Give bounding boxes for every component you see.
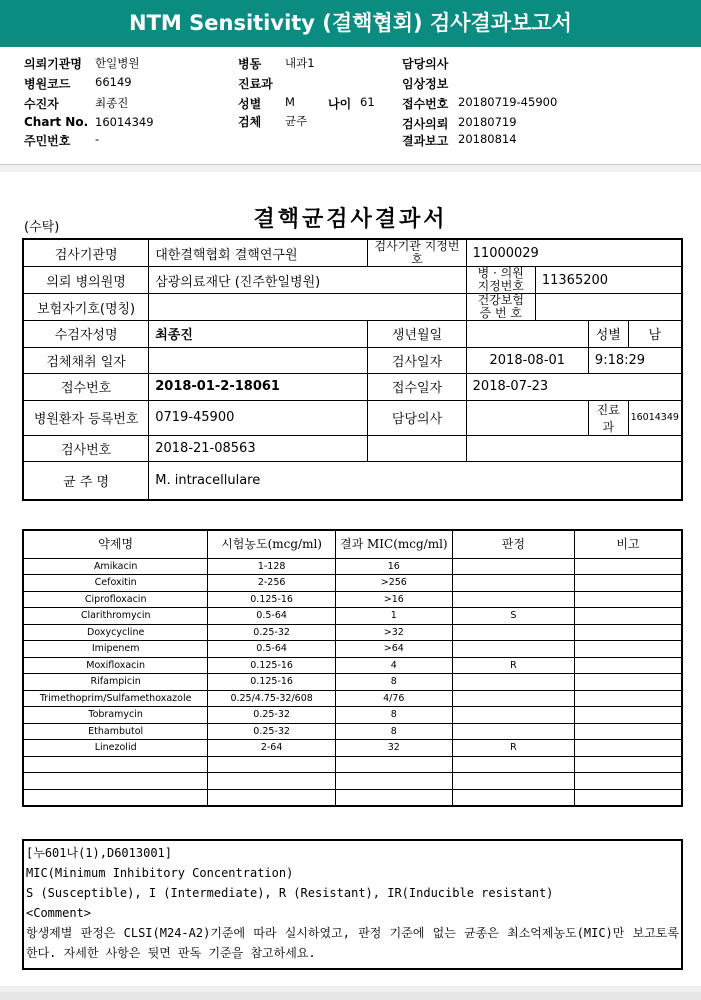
table-cell: 0.25/4.75-32/608 — [208, 690, 336, 707]
registration-value: 0719-45900 — [149, 400, 368, 435]
table-cell — [208, 789, 336, 806]
table-cell — [335, 789, 452, 806]
info-label: 병원코드 — [24, 77, 71, 91]
table-cell: 1 — [335, 608, 452, 625]
info-label: 의뢰기관명 — [24, 57, 82, 71]
test-time-value: 9:18:29 — [588, 347, 682, 374]
table-cell — [452, 773, 574, 790]
health-no-label: 건강보험 증 번 호 — [466, 294, 535, 321]
table-cell — [575, 789, 682, 806]
table-cell — [575, 624, 682, 641]
table-cell: 8 — [335, 707, 452, 724]
report-title: 결핵균검사결과서 — [253, 206, 448, 232]
insurer-label: 보험자기호(명칭) — [23, 294, 149, 321]
table-cell: >256 — [335, 575, 452, 592]
patient-value: 최종진 — [149, 321, 368, 348]
table-cell — [452, 624, 574, 641]
drug-table-body — [23, 558, 682, 806]
info-value: 20180814 — [458, 132, 517, 146]
table-cell — [575, 608, 682, 625]
dept-value: 16014349 — [628, 400, 682, 435]
info-label: 나이 — [328, 97, 352, 111]
table-cell — [452, 591, 574, 608]
table-cell: 0.25-32 — [208, 707, 336, 724]
info-value: 66149 — [95, 75, 132, 89]
table-cell — [575, 707, 682, 724]
table-cell — [208, 756, 336, 773]
empty-cell — [466, 435, 682, 462]
info-value: 최종진 — [95, 96, 129, 110]
notes-legend: S (Susceptible), I (Intermediate), R (Resistant), IR(Inducible resistant) — [26, 886, 554, 900]
table-cell — [452, 707, 574, 724]
table-cell — [575, 756, 682, 773]
empty-cell — [368, 435, 466, 462]
hospital-no-value: 11365200 — [535, 267, 682, 294]
table-row — [23, 575, 682, 592]
table-row — [23, 641, 682, 658]
dept-label: 진료과 — [588, 400, 628, 435]
doctor-label: 담당의사 — [368, 400, 466, 435]
test-no-value: 2018-21-08563 — [149, 435, 368, 462]
table-cell: 4 — [335, 657, 452, 674]
table-cell — [23, 773, 208, 790]
info-value: 내과1 — [285, 56, 315, 70]
table-cell: 0.25-32 — [208, 624, 336, 641]
receipt-no-label: 접수번호 — [23, 374, 149, 401]
table-cell: 8 — [335, 723, 452, 740]
info-value: 61 — [360, 95, 375, 109]
table-cell — [575, 558, 682, 575]
health-no-value — [535, 294, 682, 321]
table-cell: Linezolid — [23, 740, 208, 757]
info-value: 한일병원 — [95, 56, 140, 70]
consignment-label: (수탁) — [24, 220, 60, 235]
notes-comment-text: 항생제별 판정은 CLSI(M24-A2)기준에 따라 실시하였고, 판정 기준에 없는 균종은 최소억제농도(MIC)만 보고토록 한다. 자세한 사항은 뒷면 판독 기준을 참고하세요. — [26, 926, 679, 960]
table-cell — [575, 773, 682, 790]
table-cell: 16 — [335, 558, 452, 575]
table-cell — [452, 641, 574, 658]
patient-label: 수검자성명 — [23, 321, 149, 348]
collect-date-label: 검체채취 일자 — [23, 347, 149, 374]
info-label: 주민번호 — [24, 134, 71, 148]
report-sheet — [0, 172, 701, 986]
table-cell — [575, 575, 682, 592]
info-value: 16014349 — [95, 115, 154, 129]
info-label: 병동 — [238, 57, 262, 71]
notes-comment-label: <Comment> — [26, 906, 92, 920]
info-value: 20180719-45900 — [458, 95, 558, 109]
table-cell: 0.125-16 — [208, 591, 336, 608]
table-cell: 0.25-32 — [208, 723, 336, 740]
notes-box — [22, 839, 683, 970]
table-row — [23, 608, 682, 625]
col-header-conc: 시험농도(mcg/ml) — [208, 530, 336, 558]
table-cell: 2-256 — [208, 575, 336, 592]
patient-info-panel — [0, 47, 701, 165]
info-value: 균주 — [285, 114, 308, 128]
table-cell: R — [452, 657, 574, 674]
test-date-value: 2018-08-01 — [466, 347, 588, 374]
table-cell: Ciprofloxacin — [23, 591, 208, 608]
table-row — [23, 624, 682, 641]
table-cell: Trimethoprim/Sulfamethoxazole — [23, 690, 208, 707]
hospital-no-label: 병 · 의원 지정번호 — [466, 267, 535, 294]
report-header — [0, 0, 701, 47]
test-no-label: 검사번호 — [23, 435, 149, 462]
table-cell: 1-128 — [208, 558, 336, 575]
strain-value: M. intracellulare — [149, 462, 682, 500]
table-row — [23, 789, 682, 806]
info-label: 결과보고 — [402, 134, 449, 148]
doctor-value — [466, 400, 588, 435]
lab-no-label: 검사기관 지정번호 — [368, 239, 466, 267]
table-cell — [575, 657, 682, 674]
col-header-drug: 약제명 — [23, 530, 208, 558]
table-cell: 4/76 — [335, 690, 452, 707]
collect-date-value — [149, 347, 368, 374]
drug-sensitivity-table — [22, 529, 683, 807]
lab-no-value: 11000029 — [466, 239, 682, 267]
col-header-note: 비고 — [575, 530, 682, 558]
strain-label: 균 주 명 — [23, 462, 149, 500]
table-cell — [575, 740, 682, 757]
table-cell: Tobramycin — [23, 707, 208, 724]
info-label: 접수번호 — [402, 97, 449, 111]
table-row — [23, 674, 682, 691]
table-cell: >16 — [335, 591, 452, 608]
col-header-interp: 판정 — [452, 530, 574, 558]
table-cell: 0.5-64 — [208, 641, 336, 658]
table-cell: 0.125-16 — [208, 674, 336, 691]
hospital-value: 삼광의료재단 (진주한일병원) — [149, 267, 466, 294]
birth-label: 생년월일 — [368, 321, 466, 348]
table-cell: Doxycycline — [23, 624, 208, 641]
table-cell — [452, 575, 574, 592]
table-row — [23, 723, 682, 740]
table-cell — [335, 773, 452, 790]
table-row — [23, 690, 682, 707]
table-cell — [452, 558, 574, 575]
table-cell — [452, 690, 574, 707]
sex-label: 성별 — [588, 321, 628, 348]
info-value: M — [285, 95, 295, 109]
info-label: 검체 — [238, 115, 262, 129]
info-label: 수진자 — [24, 97, 59, 111]
hospital-label: 의뢰 병의원명 — [23, 267, 149, 294]
info-label: 임상정보 — [402, 77, 449, 91]
lab-name-value: 대한결핵협회 결핵연구원 — [149, 239, 368, 267]
table-cell: Ethambutol — [23, 723, 208, 740]
lab-name-label: 검사기관명 — [23, 239, 149, 267]
table-cell: Clarithromycin — [23, 608, 208, 625]
info-label: 진료과 — [238, 77, 273, 91]
birth-value — [466, 321, 588, 348]
table-cell: Cefoxitin — [23, 575, 208, 592]
table-cell: Rifampicin — [23, 674, 208, 691]
table-row — [23, 773, 682, 790]
info-label: Chart No. — [24, 115, 89, 129]
insurer-value — [149, 294, 466, 321]
table-cell — [575, 641, 682, 658]
table-cell: 2-64 — [208, 740, 336, 757]
table-cell — [23, 789, 208, 806]
info-label: 검사의뢰 — [402, 117, 449, 131]
table-row — [23, 740, 682, 757]
info-value: - — [95, 132, 100, 146]
table-cell — [335, 756, 452, 773]
table-row — [23, 558, 682, 575]
table-cell: Moxifloxacin — [23, 657, 208, 674]
receipt-date-value: 2018-07-23 — [466, 374, 682, 401]
receipt-no-value: 2018-01-2-18061 — [149, 374, 368, 401]
receipt-date-label: 접수일자 — [368, 374, 466, 401]
table-row — [23, 657, 682, 674]
table-row — [23, 756, 682, 773]
table-cell — [23, 756, 208, 773]
page-bottom-strip — [0, 992, 701, 1000]
table-cell — [452, 756, 574, 773]
col-header-mic: 결과 MIC(mcg/ml) — [335, 530, 452, 558]
table-cell: 8 — [335, 674, 452, 691]
table-cell: 32 — [335, 740, 452, 757]
table-cell — [452, 674, 574, 691]
table-cell: >64 — [335, 641, 452, 658]
table-cell — [575, 690, 682, 707]
sex-value: 남 — [628, 321, 682, 348]
report-info-table — [22, 238, 683, 501]
registration-label: 병원환자 등록번호 — [23, 400, 149, 435]
notes-mic-def: MIC(Minimum Inhibitory Concentration) — [26, 866, 294, 880]
table-cell: >32 — [335, 624, 452, 641]
table-cell: 0.125-16 — [208, 657, 336, 674]
table-row — [23, 591, 682, 608]
table-cell — [575, 591, 682, 608]
table-cell — [575, 674, 682, 691]
table-cell — [452, 723, 574, 740]
table-cell: 0.5-64 — [208, 608, 336, 625]
test-date-label: 검사일자 — [368, 347, 466, 374]
info-label: 성별 — [238, 97, 262, 111]
report-header-title: NTM Sensitivity (결핵협회) 검사결과보고서 — [129, 11, 572, 35]
table-cell — [575, 723, 682, 740]
notes-code: [누601나(1),D6013001] — [26, 846, 173, 860]
table-cell — [452, 789, 574, 806]
table-cell: Amikacin — [23, 558, 208, 575]
table-row — [23, 707, 682, 724]
table-cell: S — [452, 608, 574, 625]
info-value: 20180719 — [458, 115, 517, 129]
table-cell: R — [452, 740, 574, 757]
table-cell: Imipenem — [23, 641, 208, 658]
info-label: 담당의사 — [402, 57, 449, 71]
table-cell — [208, 773, 336, 790]
